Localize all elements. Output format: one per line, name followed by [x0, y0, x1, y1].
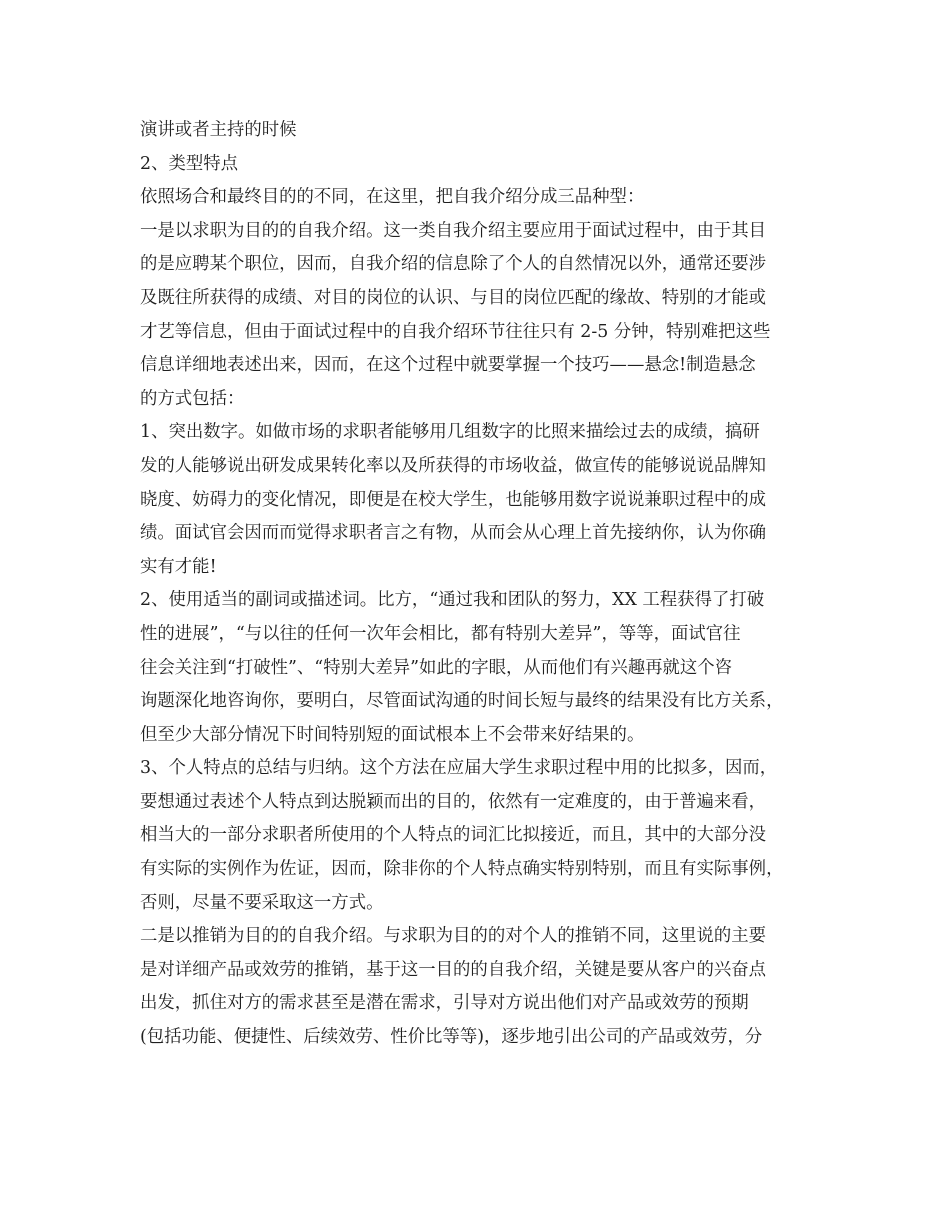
text-line: (包括功能、便捷性、后续效劳、性价比等等)，逐步地引出公司的产品或效劳，分 — [140, 1027, 763, 1048]
text-line: 出发，抓住对方的需求甚至是潜在需求，引导对方说出他们对产品或效劳的预期 — [140, 993, 749, 1014]
text-line: 要想通过表述个人特点到达脱颖而出的目的，依然有一定难度的，由于普遍来看， — [140, 791, 767, 812]
text-line: 的是应聘某个职位，因而，自我介绍的信息除了个人的自然情况以外，通常还要涉 — [140, 254, 767, 275]
text-line: 发的人能够说出研发成果转化率以及所获得的市场收益，做宣传的能够说说品牌知 — [140, 455, 767, 476]
text-line: 有实际的实例作为佐证，因而，除非你的个人特点确实特别特别，而且有实际事例， — [140, 859, 784, 880]
text-line: 才艺等信息，但由于面试过程中的自我介绍环节往往只有 2-5 分钟，特别难把这些 — [140, 321, 771, 342]
text-line: 信息详细地表述出来，因而，在这个过程中就要掌握一个技巧——悬念!制造悬念 — [140, 355, 756, 376]
text-line: 否则，尽量不要采取这一方式。 — [140, 892, 384, 913]
text-line: 2、使用适当的副词或描述词。比方，“通过我和团队的努力，XX 工程获得了打破 — [140, 590, 765, 611]
text-line: 绩。面试官会因而而觉得求职者言之有物，从而会从心理上首先接纳你，认为你确 — [140, 523, 767, 544]
text-line: 晓度、妨碍力的变化情况，即便是在校大学生，也能够用数字说说兼职过程中的成 — [140, 489, 767, 510]
text-line: 依照场合和最终目的的不同，在这里，把自我介绍分成三品种型： — [140, 187, 645, 208]
text-line: 但至少大部分情况下时间特别短的面试根本上不会带来好结果的。 — [140, 724, 645, 745]
text-line: 是对详细产品或效劳的推销，基于这一目的的自我介绍，关键是要从客户的兴奋点 — [140, 959, 767, 980]
text-line: 相当大的一部分求职者所使用的个人特点的词汇比拟接近，而且，其中的大部分没 — [140, 825, 767, 846]
text-line: 实有才能! — [140, 556, 217, 577]
text-line: 演讲或者主持的时候 — [140, 120, 297, 140]
text-line: 二是以推销为目的的自我介绍。与求职为目的的对个人的推销不同，这里说的主要 — [140, 926, 767, 947]
text-line: 性的进展”，“与以往的任何一次年会相比，都有特别大差异”，等等，面试官往 — [140, 623, 741, 644]
text-line: 3、个人特点的总结与归纳。这个方法在应届大学生求职过程中用的比拟多，因而， — [140, 758, 778, 779]
text-line: 及既往所获得的成绩、对目的岗位的认识、与目的岗位匹配的缘故、特别的才能或 — [140, 287, 767, 308]
text-line: 的方式包括： — [140, 388, 245, 409]
section-heading: 2、类型特点 — [140, 153, 239, 174]
text-line: 1、突出数字。如做市场的求职者能够用几组数字的比照来描绘过去的成绩，搞研 — [140, 422, 760, 443]
text-line: 询题深化地咨询你，要明白，尽管面试沟通的时间长短与最终的结果没有比方关系， — [140, 691, 784, 712]
text-line: 往会关注到“打破性”、“特别大差异”如此的字眼，从而他们有兴趣再就这个咨 — [140, 657, 733, 678]
document-body — [140, 116, 820, 1057]
text-line: 一是以求职为目的的自我介绍。这一类自我介绍主要应用于面试过程中，由于其目 — [140, 220, 767, 241]
